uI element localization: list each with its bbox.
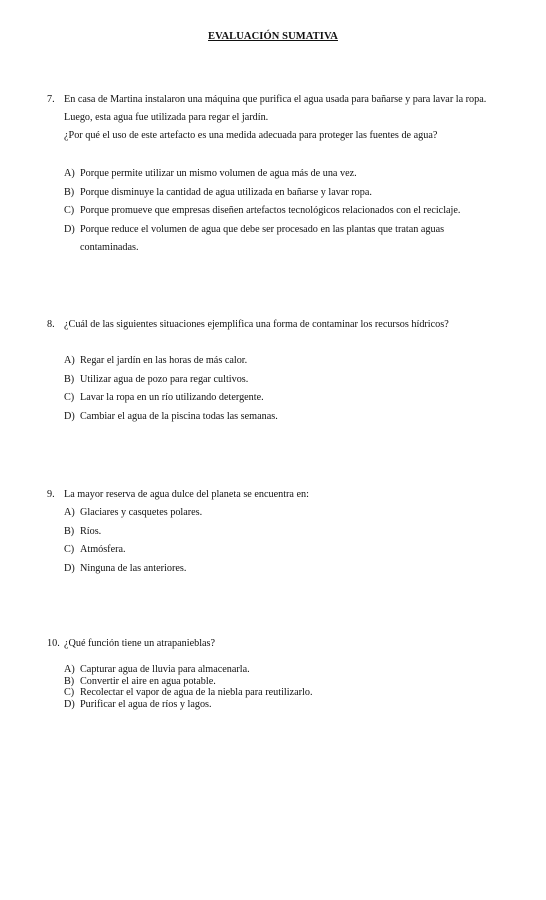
option-letter: B)	[64, 675, 75, 687]
option-text: Porque promueve que empresas diseñen artefactos tecnológicos relacionados con el reciclaje.	[80, 205, 461, 216]
option-a	[64, 165, 514, 184]
option-letter: D)	[64, 223, 75, 235]
option-letter: D)	[64, 410, 75, 422]
option-text-continuation: contaminadas.	[80, 242, 139, 253]
option-a	[64, 504, 514, 523]
document-title: EVALUACIÓN SUMATIVA	[208, 31, 338, 42]
option-text: Porque reduce el volumen de agua que debe ser procesado en las plantas que tratan aguas	[80, 223, 445, 235]
option-letter: A)	[64, 664, 75, 675]
option-text: Ríos.	[80, 525, 102, 537]
question-10	[47, 635, 517, 653]
option-b	[64, 676, 514, 688]
question-number: 9.	[47, 489, 55, 500]
option-text: Purificar el agua de ríos y lagos.	[80, 698, 212, 710]
option-text: Lavar la ropa en un río utilizando detergente.	[80, 392, 264, 403]
option-b	[64, 371, 514, 390]
question-9	[47, 486, 517, 504]
option-text: Recolectar el vapor de agua de la niebla para reutilizarlo.	[80, 687, 313, 698]
option-letter: A)	[64, 507, 75, 518]
question-8-options	[64, 352, 514, 426]
question-9-options	[64, 504, 514, 578]
option-letter: C)	[64, 544, 75, 555]
question-text: ¿Cuál de las siguientes situaciones ejemplifica una forma de contaminar los recursos hídricos?	[64, 319, 449, 330]
option-text: Convertir el aire en agua potable.	[80, 675, 216, 687]
option-b	[64, 523, 514, 542]
option-d	[64, 221, 514, 253]
question-number: 10.	[47, 638, 60, 649]
question-8	[47, 316, 517, 334]
question-line	[47, 91, 517, 109]
option-c	[64, 389, 514, 408]
option-letter: D)	[64, 562, 75, 574]
question-7	[47, 91, 517, 145]
question-text: La mayor reserva de agua dulce del planeta se encuentra en:	[64, 489, 309, 500]
option-letter: C)	[64, 205, 75, 216]
option-a	[64, 664, 514, 676]
option-c	[64, 202, 514, 221]
option-text: Utilizar agua de pozo para regar cultivos.	[80, 373, 249, 385]
option-a	[64, 352, 514, 371]
option-d	[64, 560, 514, 579]
option-letter: B)	[64, 525, 75, 537]
question-line	[47, 635, 517, 653]
option-letter: A)	[64, 168, 75, 179]
option-text: Atmósfera.	[80, 544, 126, 555]
question-7-options	[64, 165, 514, 253]
question-number: 8.	[47, 319, 55, 330]
question-line	[47, 486, 517, 504]
option-c	[64, 541, 514, 560]
option-letter: A)	[64, 355, 75, 366]
question-text: Luego, esta agua fue utilizada para regar el jardín.	[64, 112, 269, 123]
option-d	[64, 408, 514, 427]
option-text: Ninguna de las anteriores.	[80, 562, 187, 574]
option-text: Capturar agua de lluvia para almacenarla.	[80, 664, 250, 675]
question-number: 7.	[47, 94, 55, 105]
question-10-options	[64, 664, 514, 710]
option-b	[64, 184, 514, 203]
option-text: Glaciares y casquetes polares.	[80, 507, 203, 518]
option-text: Porque disminuye la cantidad de agua utilizada en bañarse y lavar ropa.	[80, 186, 372, 198]
question-text: En casa de Martina instalaron una máquina que purifica el agua usada para bañarse y para lavar la ropa.	[64, 94, 487, 105]
question-line	[47, 127, 517, 145]
question-text: ¿Qué función tiene un atrapanieblas?	[64, 638, 216, 649]
question-line	[47, 316, 517, 334]
option-text: Regar el jardín en las horas de más calor.	[80, 355, 248, 366]
option-text: Porque permite utilizar un mismo volumen de agua más de una vez.	[80, 168, 357, 179]
option-letter: D)	[64, 698, 75, 710]
option-d	[64, 699, 514, 711]
option-letter: C)	[64, 687, 75, 698]
question-text: ¿Por qué el uso de este artefacto es una medida adecuada para proteger las fuentes de agua?	[64, 130, 438, 141]
question-line	[47, 109, 517, 127]
option-letter: B)	[64, 186, 75, 198]
option-c	[64, 687, 514, 699]
option-text: Cambiar el agua de la piscina todas las semanas.	[80, 410, 278, 422]
option-letter: C)	[64, 392, 75, 403]
option-letter: B)	[64, 373, 75, 385]
